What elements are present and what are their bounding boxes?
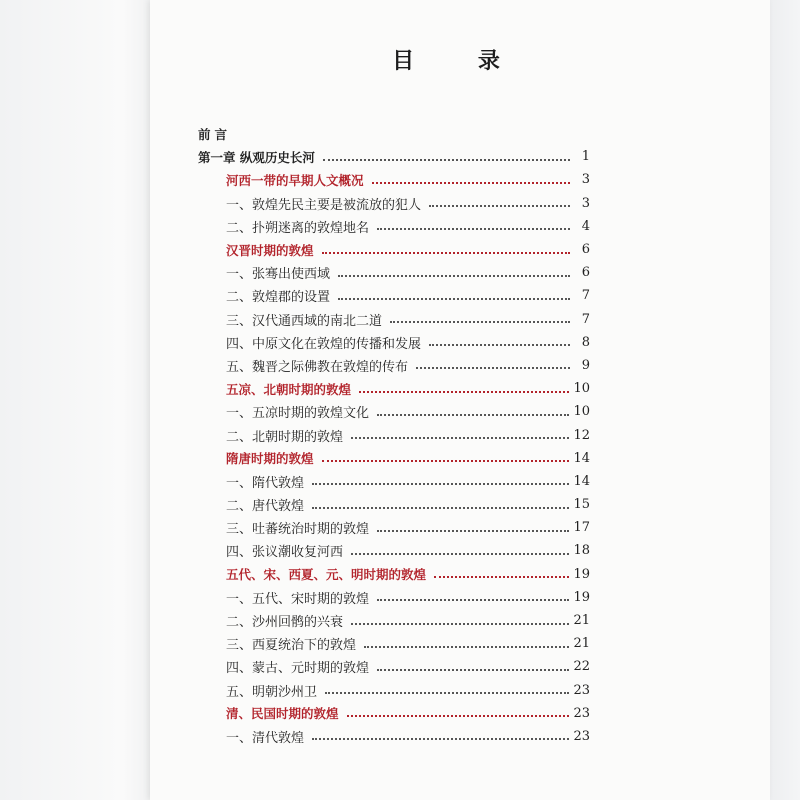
dot-leader (338, 298, 570, 300)
toc-entry-label: 一、五凉时期的敦煌文化 (226, 406, 370, 422)
table-of-contents (198, 122, 590, 748)
toc-entry (198, 470, 590, 493)
toc-entry-page-number: 14 (573, 450, 590, 466)
dot-leader (347, 715, 570, 717)
dot-leader (377, 228, 570, 230)
toc-entry-label: 一、敦煌先民主要是被流放的犯人 (226, 197, 422, 213)
toc-entry (198, 122, 590, 145)
toc-entry-label: 一、清代敦煌 (226, 730, 305, 746)
toc-entry-label: 一、五代、宋时期的敦煌 (226, 591, 370, 607)
toc-entry-label: 二、唐代敦煌 (226, 499, 305, 515)
toc-entry-page-number: 3 (581, 172, 590, 188)
toc-entry-label: 四、蒙古、元时期的敦煌 (226, 661, 370, 677)
toc-entry (198, 400, 590, 423)
page-title: 目 录 (392, 48, 528, 74)
toc-entry (198, 725, 590, 748)
dot-leader (338, 275, 570, 277)
toc-entry-page-number: 9 (581, 357, 590, 373)
toc-entry-label: 一、张骞出使西域 (226, 267, 331, 283)
toc-entry-page-number: 15 (573, 497, 590, 513)
dot-leader (377, 599, 569, 601)
toc-entry-label: 四、中原文化在敦煌的传播和发展 (226, 336, 422, 352)
toc-entry-page-number: 18 (573, 543, 590, 559)
dot-leader (390, 321, 570, 323)
dot-leader (434, 576, 569, 578)
toc-entry-label: 三、吐蕃统治时期的敦煌 (226, 522, 370, 538)
toc-entry-page-number: 19 (573, 589, 590, 605)
toc-entry (198, 354, 590, 377)
toc-entry (198, 586, 590, 609)
dot-leader (325, 692, 569, 694)
toc-entry-label: 河西一带的早期人文概况 (226, 172, 364, 188)
toc-entry (198, 609, 590, 632)
toc-entry-page-number: 7 (581, 311, 590, 327)
toc-entry-label: 汉晋时期的敦煌 (226, 242, 314, 258)
toc-entry (198, 447, 590, 470)
toc-entry-label: 五代、宋、西夏、元、明时期的敦煌 (226, 567, 427, 583)
toc-entry (198, 539, 590, 562)
toc-entry-page-number: 4 (581, 218, 590, 234)
toc-entry (198, 168, 590, 191)
dot-leader (312, 483, 569, 485)
toc-entry (198, 238, 590, 261)
toc-entry-page-number: 6 (581, 242, 590, 258)
dot-leader (351, 437, 569, 439)
dot-leader (323, 159, 570, 161)
dot-leader (372, 182, 570, 184)
toc-entry (198, 632, 590, 655)
toc-entry-page-number: 10 (573, 404, 590, 420)
toc-entry (198, 679, 590, 702)
toc-entry-page-number: 23 (573, 705, 590, 721)
toc-entry-label: 隋唐时期的敦煌 (226, 451, 314, 467)
toc-entry (198, 702, 590, 725)
toc-entry-page-number: 17 (573, 520, 590, 536)
dot-leader (364, 646, 569, 648)
toc-entry-label: 四、张议潮收复河西 (226, 545, 344, 561)
toc-entry (198, 308, 590, 331)
dot-leader (351, 623, 569, 625)
dot-leader (377, 530, 569, 532)
toc-entry (198, 655, 590, 678)
toc-entry (198, 516, 590, 539)
toc-entry-label: 五凉、北朝时期的敦煌 (226, 381, 352, 397)
toc-entry-page-number: 1 (581, 149, 590, 165)
toc-entry-label: 二、沙州回鹘的兴衰 (226, 615, 344, 631)
toc-entry-page-number: 19 (573, 566, 590, 582)
toc-entry-page-number: 14 (573, 473, 590, 489)
toc-entry (198, 563, 590, 586)
toc-entry (198, 377, 590, 400)
toc-entry-label: 三、汉代通西域的南北二道 (226, 313, 383, 329)
toc-entry (198, 215, 590, 238)
dot-leader (312, 507, 569, 509)
dot-leader (416, 367, 570, 369)
toc-entry-label: 五、魏晋之际佛教在敦煌的传布 (226, 359, 409, 375)
toc-entry-label: 前言 (198, 126, 232, 142)
toc-entry-page-number: 8 (581, 334, 590, 350)
toc-entry-page-number: 10 (573, 381, 590, 397)
toc-entry-label: 三、西夏统治下的敦煌 (226, 638, 357, 654)
toc-entry (198, 284, 590, 307)
toc-entry (198, 493, 590, 516)
toc-entry-page-number: 12 (573, 427, 590, 443)
dot-leader (312, 738, 569, 740)
toc-entry-page-number: 22 (573, 659, 590, 675)
toc-entry-page-number: 7 (581, 288, 590, 304)
toc-entry-label: 二、北朝时期的敦煌 (226, 429, 344, 445)
book-page (150, 0, 770, 800)
dot-leader (322, 460, 570, 462)
toc-entry (198, 261, 590, 284)
dot-leader (429, 205, 570, 207)
toc-entry-label: 二、扑朔迷离的敦煌地名 (226, 220, 370, 236)
dot-leader (377, 414, 569, 416)
toc-entry-page-number: 23 (573, 682, 590, 698)
toc-entry (198, 423, 590, 446)
dot-leader (359, 391, 569, 393)
toc-entry-label: 第一章 纵观历史长河 (198, 149, 315, 165)
dot-leader (322, 252, 570, 254)
dot-leader (351, 553, 569, 555)
toc-entry-page-number: 3 (581, 195, 590, 211)
background-left (0, 0, 175, 800)
toc-entry-page-number: 21 (573, 636, 590, 652)
toc-entry-label: 二、敦煌郡的设置 (226, 290, 331, 306)
dot-leader (377, 669, 569, 671)
toc-entry (198, 145, 590, 168)
toc-entry-label: 一、隋代敦煌 (226, 475, 305, 491)
toc-entry-page-number: 21 (573, 613, 590, 629)
toc-entry-label: 清、民国时期的敦煌 (226, 706, 339, 722)
toc-entry (198, 331, 590, 354)
toc-entry (198, 192, 590, 215)
toc-entry-label: 五、明朝沙州卫 (226, 684, 318, 700)
toc-entry-page-number: 6 (581, 265, 590, 281)
dot-leader (429, 344, 570, 346)
toc-entry-page-number: 23 (573, 728, 590, 744)
